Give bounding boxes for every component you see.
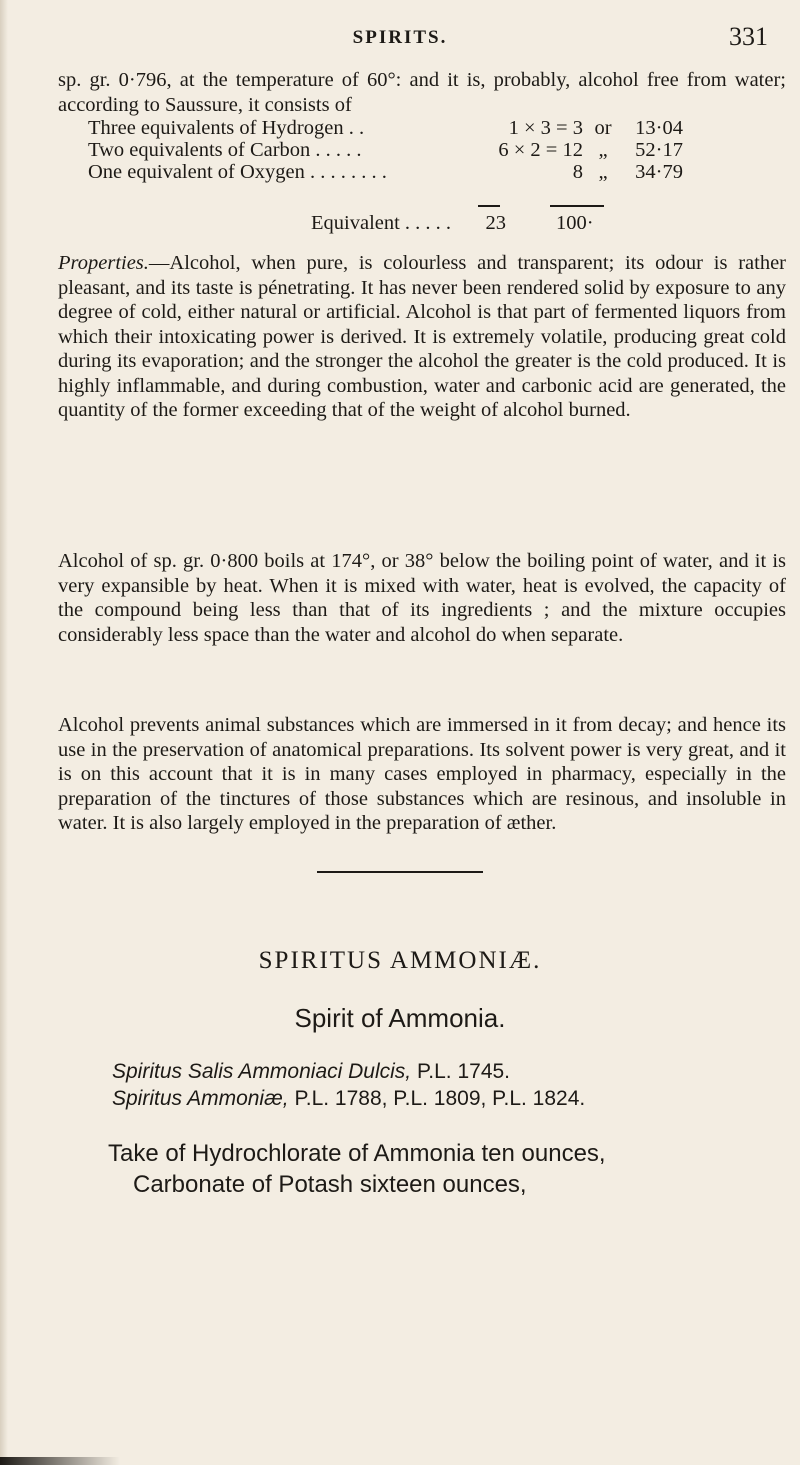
synonym-line <box>112 1087 585 1111</box>
section-title: SPIRITUS AMMONIÆ. <box>258 947 542 974</box>
total-calc: 23 <box>485 212 506 234</box>
row-name: Two equivalents of Carbon . . . . . <box>88 139 362 161</box>
synonym-name: Spiritus Salis Ammoniaci Dulcis, <box>112 1060 412 1083</box>
section-divider <box>317 871 483 873</box>
boiling-paragraph: Alcohol of sp. gr. 0·800 boils at 174°, or 38° below the boiling point of water, and it is very expansible by heat. When it is mixed with water, heat is evolved, the capacity of the compound being less than that of its ingredients ; and the mixture occupies considerably less space than the water and alcohol do when separate. <box>58 550 786 646</box>
synonym-reference: P.L. 1745. <box>411 1060 511 1083</box>
table-row <box>88 139 683 161</box>
section-subtitle: Spirit of Ammonia. <box>294 1003 506 1033</box>
row-percent: 52·17 <box>635 139 683 161</box>
running-title: SPIRITS. <box>352 27 448 48</box>
composition-table <box>88 117 683 183</box>
sum-rule-left <box>478 205 500 207</box>
row-or: „ <box>598 139 608 161</box>
row-percent: 34·79 <box>635 161 683 183</box>
row-name: Three equivalents of Hydrogen . . <box>88 117 365 139</box>
recipe-line: Carbonate of Potash sixteen ounces, <box>133 1171 527 1198</box>
page-number: 331 <box>729 22 768 51</box>
row-calc: 6 × 2 = 12 <box>498 139 583 161</box>
table-row <box>88 161 683 183</box>
properties-paragraph <box>58 251 786 423</box>
recipe-line: Take of Hydrochlorate of Ammonia ten ounces, <box>108 1140 606 1167</box>
sum-rule-right <box>550 205 604 207</box>
total-percent: 100· <box>556 212 594 234</box>
synonym-reference: P.L. 1788, P.L. 1809, P.L. 1824. <box>288 1087 586 1110</box>
synonym-name: Spiritus Ammoniæ, <box>112 1087 289 1110</box>
preservation-paragraph: Alcohol prevents animal substances which are immersed in it from decay; and hence its use in the preservation of anatomical preparations. Its solvent power is very great, and it is on this account that it is in many cases employed in pharmacy, especially in the preparation of the tinctures of those substances which are resinous, and insoluble in water. It is also largely employed in the preparation of æther. <box>58 714 786 834</box>
properties-text: —Alcohol, when pure, is colourless and transparent; its odour is rather pleasant, and its taste is pénetrating. It has never been rendered solid by exposure to any degree of cold, either natural or artificial. Alcohol is that part of fermented liquors from which their intoxicating power is derived. It is extremely volatile, producing great cold during its evaporation; and the stronger the alcohol the greater is the cold produced. It is highly inflammable, and during combustion, water and carbonic acid are generated, the quantity of the former exceeding that of the weight of alcohol burned. <box>58 252 786 421</box>
properties-label: Properties. <box>58 252 149 274</box>
row-calc: 1 × 3 = 3 <box>508 117 583 139</box>
page-edge-shadow <box>0 1457 120 1465</box>
row-or: or <box>594 117 612 139</box>
table-row <box>88 117 683 139</box>
total-name: Equivalent . . . . . <box>311 212 452 234</box>
row-name: One equivalent of Oxygen . . . . . . . . <box>88 161 387 183</box>
row-calc: 8 <box>572 161 583 183</box>
page-gutter-shadow <box>0 0 8 1465</box>
synonym-line <box>112 1060 510 1084</box>
intro-paragraph: sp. gr. 0·796, at the temperature of 60°: and it is, probably, alcohol free from water; according to Saussure, it consists of <box>58 69 786 116</box>
row-or: „ <box>598 161 608 183</box>
row-percent: 13·04 <box>635 117 683 139</box>
